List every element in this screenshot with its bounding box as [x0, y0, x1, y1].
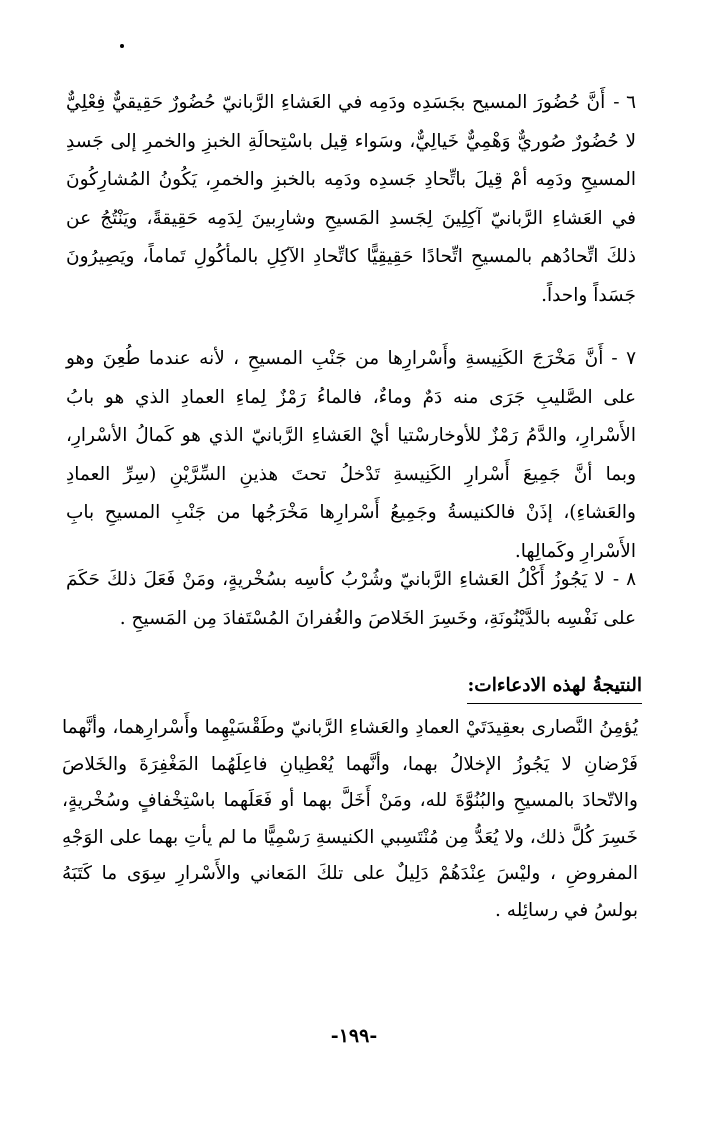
paragraph-number: ٧ - [611, 348, 636, 369]
result-heading-container [467, 670, 642, 704]
page-mark [120, 44, 124, 48]
result-heading: النتيجةُ لهذه الادعاءات: [467, 670, 642, 704]
numbered-paragraph-6 [66, 84, 636, 316]
paragraph-number: ٦ - [613, 92, 636, 113]
numbered-paragraph-8 [66, 561, 636, 638]
paragraph-text: أَنَّ مَخْرَجَ الكَنِيسةِ وأَسْرارِها من جَنْبِ المسيحِ ، لأنه عندما طُعِنَ وهو على الصَّليبِ جَرَى منه دَمٌ وماءٌ، فالماءُ رَمْزٌ لِماءِ العمادِ الذي هو بابُ الأَسْرارِ، والدَّمُ رَمْزٌ للأوخارسْتيا أيْ العَشاءِ الرَّبانيّ الذي هو كَمالُ الأسْرارِ، وبما أنَّ جَمِيعَ أَسْرارِ الكَنِيسةِ تَدْخلُ تحتَ هذينِ السِّرَّيْنِ (سِرِّ العمادِ والعَشاءِ)، إذَنْ فالكنيسةُ وجَمِيعُ أَسْرارِها مَخْرَجُها من جَنْبِ المسيحِ بابِ الأَسْرارِ وكَمالِها. [66, 348, 636, 562]
page-number: -١٩٩- [330, 1025, 378, 1047]
paragraph-number: ٨ - [612, 569, 636, 590]
paragraph-text: لا يَجُوزُ أَكْلُ العَشاءِ الرَّبانيّ وشُرْبُ كأسِه بسُخْريةٍ، ومَنْ فَعَلَ ذلكَ حَكَمَ على نَفْسِه بالدَّيْنُونَةِ، وخَسِرَ الخَلاصَ والغُفرانَ المُسْتَفادَ مِن المَسيحِ . [66, 569, 636, 629]
numbered-paragraph-7 [66, 340, 636, 572]
paragraph-text: أَنَّ حُضُورَ المسيح بجَسَدِه ودَمِه في العَشاءِ الرَّبانيّ حُضُورٌ حَقِيقيٌّ فِعْلِيٌّ لا حُضُورٌ صُوريٌّ وَهْمِيٌّ خَيالِيٌّ، وسَواء قِيل باسْتِحالَةِ الخبزِ والخمرِ إلى جَسدِ المسيحِ ودَمِه أمْ قِيلَ باتِّحادِ جَسدِه ودَمِه بالخبزِ والخمرِ، يَكُونُ المُشارِكُونَ في العَشاءِ الرَّبانيّ آكِلِينَ لِجَسدِ المَسيحِ وشارِبينَ لِدَمِه حَقِيقةً، ويَنْتُجُ عن ذلكَ اتِّحادُهم بالمسيحِ اتِّحادًا حَقِيقِيًّا كاتِّحادِ الآكِلِ بالمأكُولِ تَماماً، ويَصِيرُونَ جَسَداً واحداً. [66, 92, 636, 306]
result-paragraph: يُؤمِنُ النَّصارى بعقِيدَتَيْ العمادِ والعَشاءِ الرَّبانيّ وطَقْسَيْهِما وأَسْرارِهما، وأنَّهما فَرْضانِ لا يَجُوزُ الإخلالُ بهما، وأنَّهما يُعْطِيانِ فاعِلَهُما المَغْفِرَةَ والخَلاصَ والاتّحادَ بالمسيحِ والبُنُوَّةَ لله، ومَنْ أَخَلَّ بهما أو فَعَلَهما باسْتِخْفافٍ وسُخْريةٍ، خَسِرَ كُلَّ ذلك، ولا يُعَدُّ مِن مُنْتَسِبي الكنيسةِ رَسْمِيًّا ما لم يأتِ بهما على الوَجْهِ المفروضِ ، وليْسَ عِنْدَهُمْ دَلِيلٌ على تلكَ المَعاني والأَسْرارِ سِوَى ما كَتَبَهُ بولسُ في رسائِله . [62, 717, 638, 921]
